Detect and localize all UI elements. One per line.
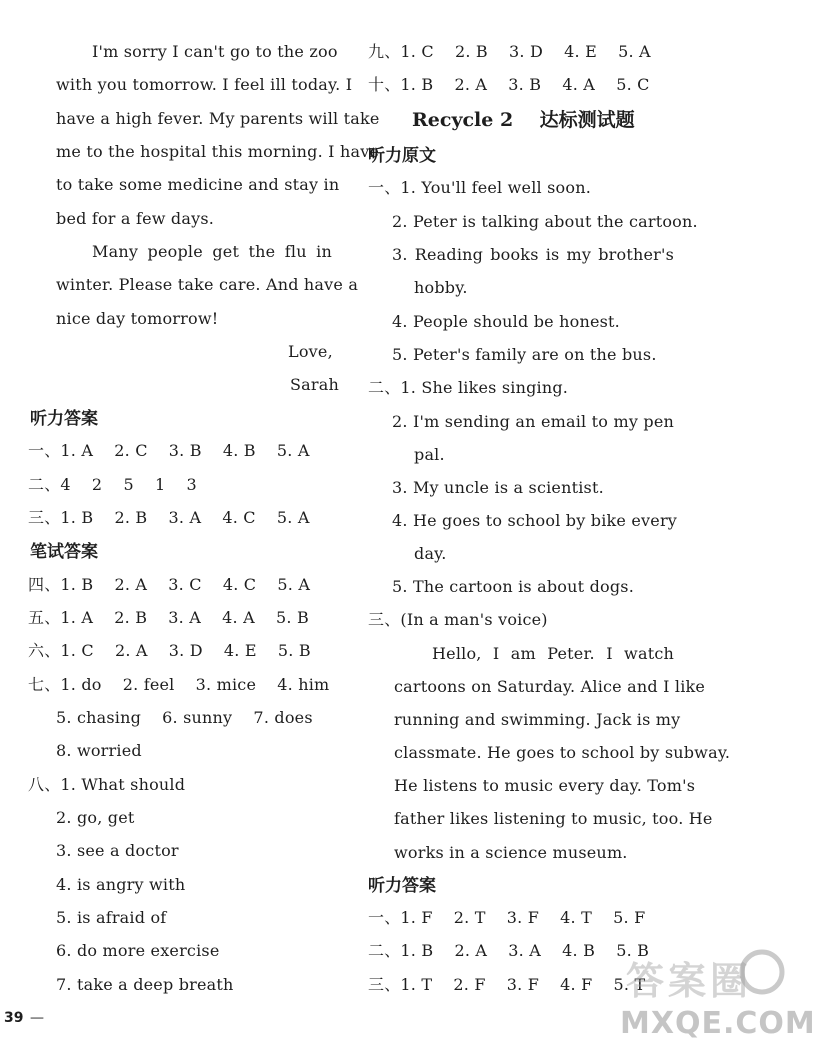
script-line: 三、(In a man's voice) xyxy=(368,610,548,629)
section-title: Recycle 2 达标测试题 xyxy=(412,109,635,131)
answer-line: 十、1. B 2. A 3. B 4. A 5. C xyxy=(368,75,650,94)
script-line: 4. People should be honest. xyxy=(392,312,620,331)
answer-line: 8. worried xyxy=(56,741,142,760)
script-line: cartoons on Saturday. Alice and I like xyxy=(394,677,706,696)
script-line: He listens to music every day. Tom's xyxy=(394,776,696,795)
answer-line: 3. see a doctor xyxy=(56,841,179,860)
script-line: father likes listening to music, too. He xyxy=(394,809,713,828)
letter-closing: Love, xyxy=(288,342,333,361)
answer-line: 7. take a deep breath xyxy=(56,975,234,994)
script-line: 一、1. You'll feel well soon. xyxy=(368,178,591,197)
letter-signature: Sarah xyxy=(290,375,339,394)
script-line: 5. The cartoon is about dogs. xyxy=(392,577,634,596)
script-line: day. xyxy=(414,544,447,563)
letter-line: Many people get the flu in xyxy=(92,242,332,261)
answer-line: 八、1. What should xyxy=(28,775,186,794)
watermark-cn: 答案圈 xyxy=(626,959,753,1003)
watermark-url: MXQE.COM xyxy=(620,1006,816,1041)
letter-line: to take some medicine and stay in xyxy=(56,175,340,194)
letter-line: me to the hospital this morning. I have xyxy=(56,142,380,161)
answer-line: 五、1. A 2. B 3. A 4. A 5. B xyxy=(28,608,309,627)
page-number-dash: — xyxy=(30,1010,44,1026)
script-line: 2. I'm sending an email to my pen xyxy=(392,412,674,431)
answer-line: 5. is afraid of xyxy=(56,908,167,927)
letter-line: nice day tomorrow! xyxy=(56,309,219,328)
letter-line: bed for a few days. xyxy=(56,209,215,228)
script-line: 4. He goes to school by bike every xyxy=(392,511,678,530)
script-line: 3. My uncle is a scientist. xyxy=(392,478,604,497)
letter-line: with you tomorrow. I feel ill today. I xyxy=(56,75,353,94)
script-line: 2. Peter is talking about the cartoon. xyxy=(392,212,698,231)
script-line: running and swimming. Jack is my xyxy=(394,710,681,729)
answer-line: 三、1. B 2. B 3. A 4. C 5. A xyxy=(28,508,310,527)
script-line: Hello, I am Peter. I watch xyxy=(432,644,674,663)
script-line: pal. xyxy=(414,445,445,464)
listening-answers-heading: 听力答案 xyxy=(30,409,98,429)
letter-line: winter. Please take care. And have a xyxy=(56,275,359,294)
answer-line: 4. is angry with xyxy=(56,875,186,894)
page-number: 39 xyxy=(4,1010,24,1026)
script-line: hobby. xyxy=(414,278,468,297)
answer-line: 6. do more exercise xyxy=(56,941,220,960)
script-line: classmate. He goes to school by subway. xyxy=(394,743,731,762)
answer-line: 二、1. B 2. A 3. A 4. B 5. B xyxy=(368,941,650,960)
script-line: 二、1. She likes singing. xyxy=(368,378,569,397)
letter-line: have a high fever. My parents will take xyxy=(56,109,380,128)
answer-line: 一、1. A 2. C 3. B 4. B 5. A xyxy=(28,441,310,460)
answer-line: 七、1. do 2. feel 3. mice 4. him xyxy=(28,675,330,694)
listening-answers-heading-right: 听力答案 xyxy=(368,876,436,896)
script-line: 5. Peter's family are on the bus. xyxy=(392,345,657,364)
answer-line: 二、4 2 5 1 3 xyxy=(28,475,197,494)
answer-line: 四、1. B 2. A 3. C 4. C 5. A xyxy=(28,575,311,594)
listening-script-heading: 听力原文 xyxy=(368,146,436,166)
answer-line: 2. go, get xyxy=(56,808,135,827)
answer-line: 九、1. C 2. B 3. D 4. E 5. A xyxy=(368,42,651,61)
answer-line: 六、1. C 2. A 3. D 4. E 5. B xyxy=(28,641,311,660)
letter-line: I'm sorry I can't go to the zoo xyxy=(92,42,338,61)
script-line: 3. Reading books is my brother's xyxy=(392,245,674,264)
written-answers-heading: 笔试答案 xyxy=(30,542,98,562)
answer-line: 一、1. F 2. T 3. F 4. T 5. F xyxy=(368,908,646,927)
script-line: works in a science museum. xyxy=(394,843,628,862)
answer-line: 5. chasing 6. sunny 7. does xyxy=(56,708,313,727)
answer-line: 三、1. T 2. F 3. F 4. F 5. T xyxy=(368,975,646,994)
